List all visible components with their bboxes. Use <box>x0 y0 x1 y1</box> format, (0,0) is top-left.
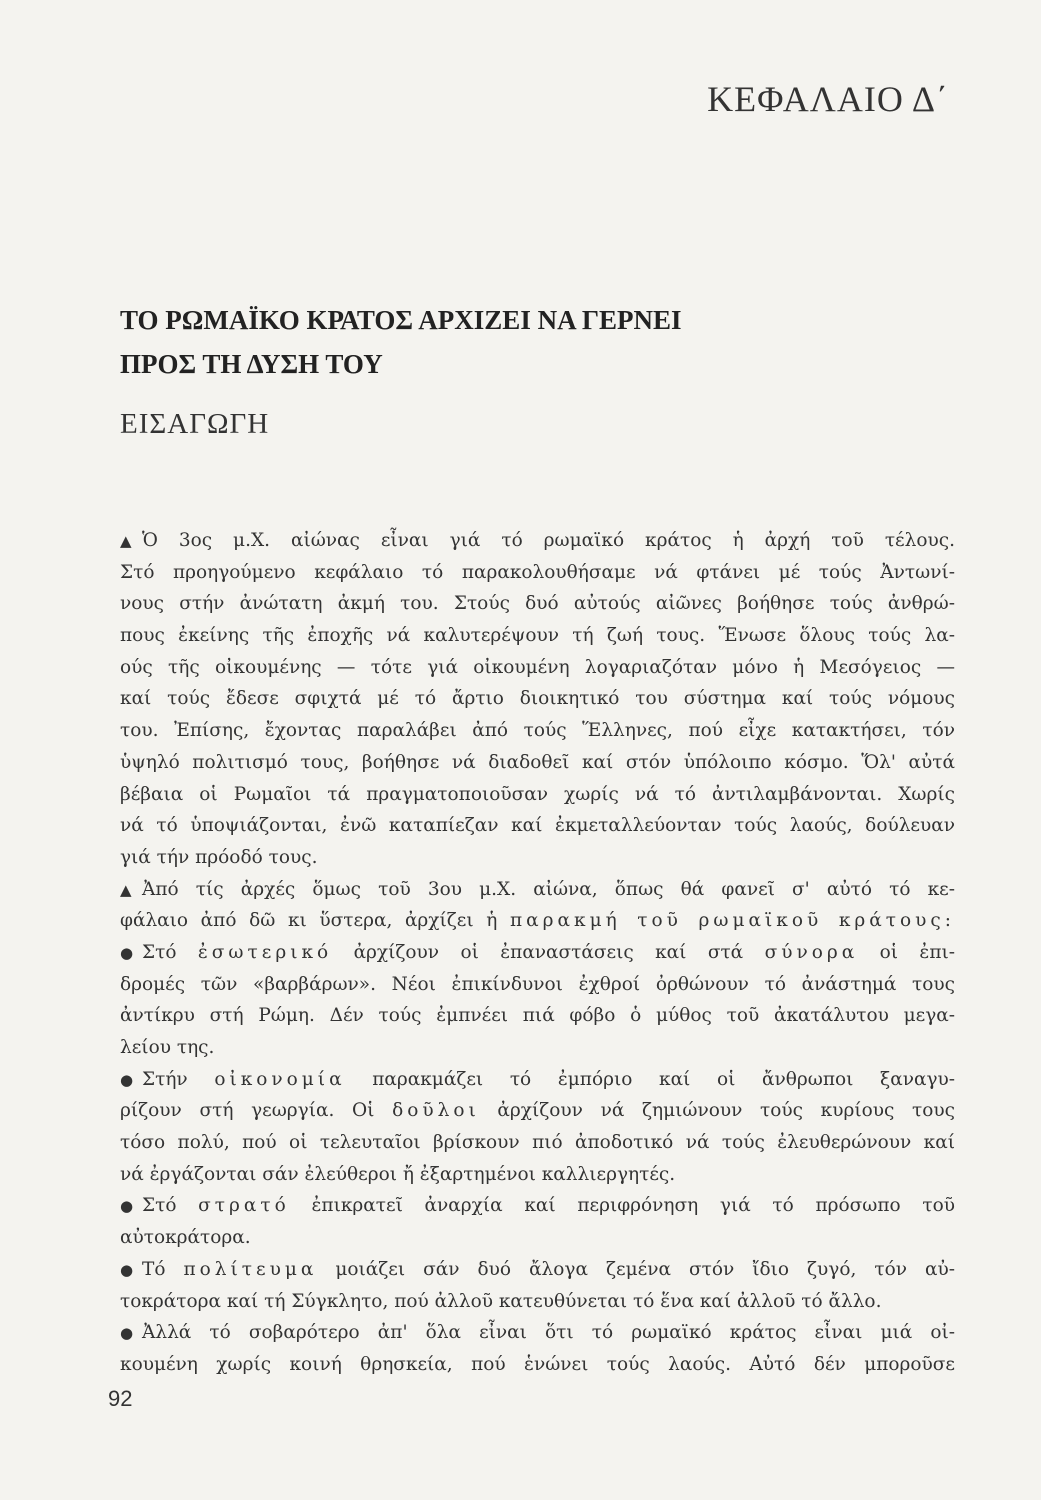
paragraph-line: του. Ἐπίσης, ἔχοντας παραλάβει ἀπό τούς Ἕλληνες, πού εἶχε κατακτήσει, τόν <box>120 720 955 742</box>
paragraph-line: αὐτοκράτορα. <box>120 1227 251 1249</box>
paragraph-line: νά τό ὑποψιάζονται, ἐνῶ καταπίεζαν καί ἐκμεταλλεύονταν τούς λαούς, δούλευαν <box>120 815 955 837</box>
paragraph-line: ● Στό στρατό ἐπικρατεῖ ἀναρχία καί περιφρόνηση γιά τό πρόσωπο τοῦ <box>120 1190 955 1222</box>
dot-bullet-icon: ● <box>120 1260 134 1279</box>
paragraph-line: ● Στήν οἰκονομία παρακμάζει τό ἐμπόριο καί οἱ ἄνθρωποι ξαναγυ- <box>120 1064 955 1096</box>
paragraph-line: ▲ Ἀπό τίς ἀρχές ὅμως τοῦ 3ου μ.Χ. αἰώνα, ὅπως θά φανεῖ σ' αὐτό τό κε- <box>120 874 955 906</box>
paragraph-line: ἀντίκρυ στή Ρώμη. Δέν τούς ἐμπνέει πιά φόβο ὁ μύθος τοῦ ἀκατάλυτου μεγα- <box>120 1005 955 1027</box>
title-line-1: ΤΟ ΡΩΜΑΪΚΟ ΚΡΑΤΟΣ ΑΡΧΙΖΕΙ ΝΑ ΓΕΡΝΕΙ <box>120 305 682 335</box>
spaced-emphasis: παρακμή τοῦ ρωμαϊκοῦ κράτους: <box>509 910 955 932</box>
spaced-emphasis: πολίτευμα <box>183 1258 318 1280</box>
page-title <box>120 298 940 386</box>
paragraph-line: νους στήν ἀνώτατη ἀκμή του. Στούς δυό αὐτούς αἰῶνες βοήθησε τούς ἀνθρώ- <box>120 593 955 615</box>
paragraph-line: τόσο πολύ, πού οἱ τελευταῖοι βρίσκουν πιό ἀποδοτικό νά τούς ἐλευθερώνουν καί <box>120 1132 955 1154</box>
paragraph-line: ὑψηλό πολιτισμό τους, βοήθησε νά διαδοθεῖ καί στόν ὑπόλοιπο κόσμο. Ὅλ' αὐτά <box>120 751 955 773</box>
paragraph-line: βέβαια οἱ Ρωμαῖοι τά πραγματοποιοῦσαν χωρίς νά τό ἀντιλαμβάνονται. Χωρίς <box>120 783 955 805</box>
chapter-heading: ΚΕΦΑΛΑΙΟ Δ΄ <box>707 79 949 119</box>
paragraph-line: νά ἐργάζονται σάν ἐλεύθεροι ἤ ἐξαρτημένοι καλλιεργητές. <box>120 1163 676 1185</box>
paragraph-line: λείου της. <box>120 1037 215 1058</box>
dot-bullet-icon: ● <box>120 1324 134 1343</box>
spaced-emphasis: ἐσωτερικό <box>197 941 333 963</box>
paragraph-line: δρομές τῶν «βαρβάρων». Νέοι ἐπικίνδυνοι ἐχθροί ὀρθώνουν τό ἀνάστημά τους <box>120 973 955 995</box>
paragraph-line: κουμένη χωρίς κοινή θρησκεία, πού ἑνώνει τούς λαούς. Αὐτό δέν μποροῦσε <box>120 1353 955 1375</box>
paragraph-line: πους ἐκείνης τῆς ἐποχῆς νά καλυτερέψουν τή ζωή τους. Ἕνωσε ὅλους τούς λα- <box>120 625 955 647</box>
paragraph-line: τοκράτορα καί τή Σύγκλητο, πού ἀλλοῦ κατευθύνεται τό ἕνα καί ἀλλοῦ τό ἄλλο. <box>120 1290 882 1312</box>
triangle-bullet-icon: ▲ <box>120 880 132 899</box>
dot-bullet-icon: ● <box>120 943 134 962</box>
paragraph-line: Στό προηγούμενο κεφάλαιο τό παρακολουθήσαμε νά φτάνει μέ τούς Ἀντωνί- <box>120 561 955 583</box>
paragraph-line: ● Τό πολίτευμα μοιάζει σάν δυό ἄλογα ζεμένα στόν ἴδιο ζυγό, τόν αὐ- <box>120 1254 955 1286</box>
body-text <box>120 525 955 1381</box>
paragraph-line: ● Ἀλλά τό σοβαρότερο ἀπ' ὅλα εἶναι ὅτι τό ρωμαϊκό κράτος εἶναι μιά οἰ- <box>120 1317 955 1349</box>
paragraph-line: φάλαιο ἀπό δῶ κι ὕστερα, ἀρχίζει ἡ παρακμή τοῦ ρωμαϊκοῦ κράτους: <box>120 910 955 932</box>
paragraph-line: ρίζουν στή γεωργία. Οἱ δοῦλοι ἀρχίζουν νά ζημιώνουν τούς κυρίους τους <box>120 1100 955 1122</box>
paragraph-line: καί τούς ἔδεσε σφιχτά μέ τό ἄρτιο διοικητικό του σύστημα καί τούς νόμους <box>120 688 955 710</box>
spaced-emphasis: δοῦλοι <box>392 1100 480 1122</box>
section-heading: ΕΙΣΑΓΩΓΗ <box>120 408 270 440</box>
spaced-emphasis: στρατό <box>198 1195 290 1217</box>
paragraph-line: γιά τήν πρόοδό τους. <box>120 846 318 868</box>
triangle-bullet-icon: ▲ <box>120 532 132 550</box>
dot-bullet-icon: ● <box>120 1197 134 1216</box>
paragraph-line: ● Στό ἐσωτερικό ἀρχίζουν οἱ ἐπαναστάσεις καί στά σύνορα οἱ ἐπι- <box>120 937 955 969</box>
spaced-emphasis: οἰκονομία <box>214 1068 346 1090</box>
dot-bullet-icon: ● <box>120 1070 134 1089</box>
spaced-emphasis: σύνορα <box>764 941 859 963</box>
paragraph-line: ▲ Ὁ 3ος μ.Χ. αἰώνας εἶναι γιά τό ρωμαϊκό κράτος ἡ ἀρχή τοῦ τέλους. <box>120 525 955 557</box>
paragraph-line: ούς τῆς οἰκουμένης — τότε γιά οἰκουμένη λογαριαζόταν μόνο ἡ Μεσόγειος — <box>120 656 955 678</box>
page-number: 92 <box>108 1386 133 1411</box>
title-line-2: ΠΡΟΣ ΤΗ ΔΥΣΗ ΤΟΥ <box>120 349 383 379</box>
